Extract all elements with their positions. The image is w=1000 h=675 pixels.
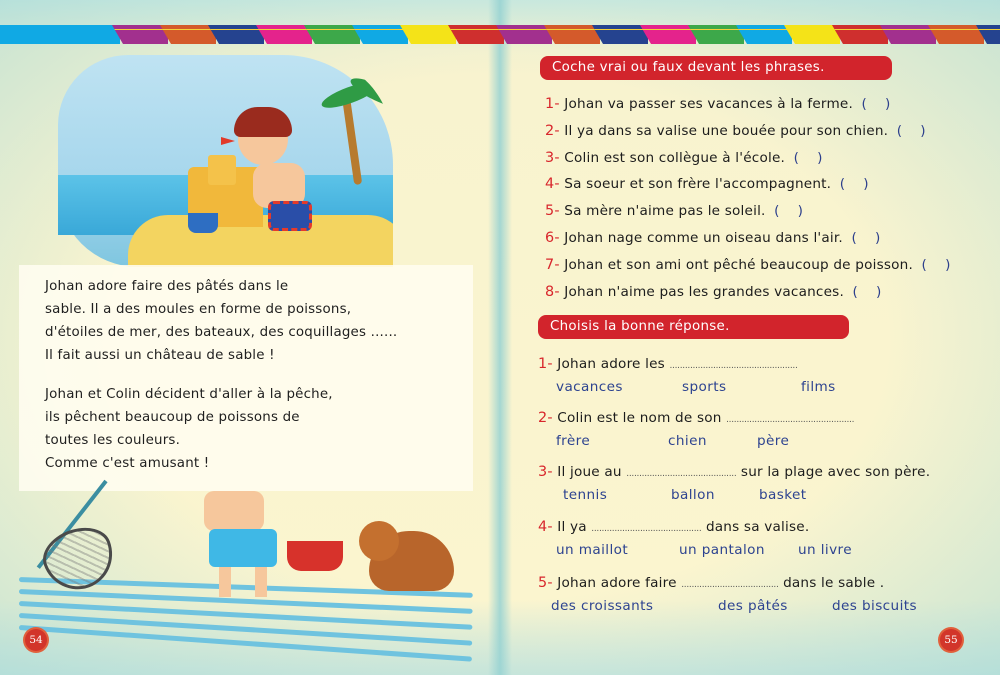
- true-false-item: [545, 150, 951, 177]
- stripe-segment: [160, 25, 216, 44]
- true-false-item: [545, 203, 951, 230]
- section-header-true-false: Coche vrai ou faux devant les phrases.: [540, 56, 892, 80]
- boy-shorts: [209, 529, 277, 567]
- question-number: 1-: [538, 356, 553, 372]
- option[interactable]: un maillot: [556, 542, 629, 558]
- option[interactable]: tennis: [563, 487, 608, 503]
- page-number-badge: 54: [25, 629, 47, 651]
- question-5: [538, 575, 884, 591]
- stripe-segment: [592, 25, 648, 44]
- item-number: 4-: [545, 176, 560, 193]
- stripe-segment: [784, 25, 840, 44]
- sandcastle-illustration: [58, 55, 393, 267]
- stripe-segment: [496, 25, 552, 44]
- question-number: 5-: [538, 575, 553, 591]
- answer-checkbox[interactable]: ( ): [774, 203, 804, 220]
- story-line: toutes les couleurs.: [45, 433, 181, 448]
- true-false-item: [545, 176, 951, 203]
- true-false-item: [545, 123, 951, 150]
- item-number: 8-: [545, 283, 560, 300]
- option[interactable]: des pâtés: [718, 598, 788, 614]
- answer-checkbox[interactable]: ( ): [852, 283, 882, 300]
- stripe-segment: [832, 25, 888, 44]
- item-statement: Il ya dans sa valise une bouée pour son chien.: [564, 122, 889, 139]
- boy-body: [204, 491, 264, 531]
- question-text: Johan adore les: [557, 356, 665, 372]
- question-text: Il ya: [557, 519, 587, 535]
- item-number: 7-: [545, 256, 560, 273]
- item-statement: Sa soeur et son frère l'accompagnent.: [564, 176, 832, 193]
- fishing-illustration: [19, 491, 473, 661]
- answer-checkbox[interactable]: ( ): [921, 256, 951, 273]
- question-number: 4-: [538, 519, 553, 535]
- answer-checkbox[interactable]: ( ): [861, 96, 891, 112]
- item-number: 6-: [545, 229, 560, 246]
- answer-blank[interactable]: ...........................................: [591, 524, 702, 534]
- answer-blank[interactable]: ..................................................: [669, 361, 798, 371]
- item-number: 5-: [545, 203, 560, 220]
- question-text: sur la plage avec son père.: [740, 464, 931, 480]
- dog-head: [359, 521, 399, 561]
- story-line: Il fait aussi un château de sable !: [45, 348, 275, 363]
- question-text: dans sa valise.: [705, 519, 810, 535]
- option[interactable]: père: [757, 433, 790, 449]
- option[interactable]: des croissants: [551, 598, 654, 614]
- true-false-list: [545, 96, 951, 310]
- option[interactable]: frère: [556, 433, 591, 449]
- question-number: 3-: [538, 464, 553, 480]
- fishing-net-icon: [36, 519, 122, 599]
- stripe-segment: [880, 25, 936, 44]
- stripe-segment: [256, 25, 312, 44]
- stripe-segment: [400, 25, 456, 44]
- option[interactable]: chien: [668, 433, 707, 449]
- stripe-segment: [0, 25, 120, 44]
- answer-blank[interactable]: ......................................: [681, 580, 779, 590]
- item-statement: Johan et son ami ont pêché beaucoup de poisson.: [564, 256, 914, 273]
- question-1: [538, 356, 798, 372]
- answer-blank[interactable]: ..................................................: [726, 415, 855, 425]
- true-false-item: [545, 230, 951, 257]
- answer-checkbox[interactable]: ( ): [896, 122, 926, 139]
- story-text: [45, 275, 445, 475]
- question-text: Colin est le nom de son: [557, 410, 722, 426]
- story-line: Johan et Colin décident d'aller à la pêche,: [45, 387, 333, 402]
- option[interactable]: basket: [759, 487, 807, 503]
- page-gutter: [488, 0, 512, 675]
- option[interactable]: vacances: [556, 379, 623, 395]
- story-line: Johan adore faire des pâtés dans le: [45, 279, 289, 294]
- question-3: [538, 464, 930, 480]
- stripe-segment: [352, 25, 408, 44]
- question-text: dans le sable .: [783, 575, 885, 591]
- option[interactable]: sports: [682, 379, 727, 395]
- fish-pail-icon: [287, 541, 343, 571]
- true-false-item: [545, 284, 951, 311]
- page-number-badge: 55: [940, 629, 962, 651]
- option[interactable]: ballon: [671, 487, 715, 503]
- stripe-segment: [928, 25, 984, 44]
- boy-hair: [234, 107, 292, 137]
- item-number: 1-: [545, 96, 560, 112]
- stripe-segment: [544, 25, 600, 44]
- true-false-item: [545, 96, 951, 123]
- story-line: ils pêchent beaucoup de poissons de: [45, 410, 300, 425]
- option[interactable]: un pantalon: [679, 542, 765, 558]
- question-number: 2-: [538, 410, 553, 426]
- castle-tower: [208, 155, 236, 185]
- option[interactable]: des biscuits: [832, 598, 917, 614]
- item-number: 3-: [545, 149, 560, 166]
- answer-checkbox[interactable]: ( ): [839, 176, 869, 193]
- item-statement: Johan n'aime pas les grandes vacances.: [564, 283, 844, 300]
- stripe-segment: [448, 25, 504, 44]
- question-4: [538, 519, 809, 535]
- story-line: d'étoiles de mer, des bateaux, des coquillages ......: [45, 325, 398, 340]
- item-number: 2-: [545, 122, 560, 139]
- true-false-item: [545, 257, 951, 284]
- option[interactable]: un livre: [798, 542, 853, 558]
- answer-blank[interactable]: ...........................................: [626, 469, 737, 479]
- stripe-segment: [736, 25, 792, 44]
- color-stripe-bar: [0, 25, 1000, 44]
- bucket-icon: [188, 213, 218, 233]
- boy-legs: [219, 567, 267, 597]
- answer-checkbox[interactable]: ( ): [793, 149, 823, 166]
- stripe-segment: [304, 25, 360, 44]
- question-text: Johan adore faire: [557, 575, 677, 591]
- stripe-segment: [688, 25, 744, 44]
- item-statement: Sa mère n'aime pas le soleil.: [564, 203, 766, 220]
- stripe-segment: [112, 25, 168, 44]
- question-2: [538, 410, 854, 426]
- boy-shorts: [268, 201, 312, 231]
- item-statement: Johan va passer ses vacances à la ferme.: [564, 96, 853, 112]
- item-statement: Colin est son collègue à l'école.: [564, 149, 786, 166]
- section-header-multiple-choice: Choisis la bonne réponse.: [538, 315, 849, 339]
- story-line: Comme c'est amusant !: [45, 456, 210, 471]
- story-line: sable. Il a des moules en forme de poissons,: [45, 302, 352, 317]
- stripe-segment: [208, 25, 264, 44]
- stripe-segment: [640, 25, 696, 44]
- question-text: Il joue au: [557, 464, 622, 480]
- answer-checkbox[interactable]: ( ): [851, 229, 881, 246]
- option[interactable]: films: [801, 379, 836, 395]
- item-statement: Johan nage comme un oiseau dans l'air.: [564, 229, 843, 246]
